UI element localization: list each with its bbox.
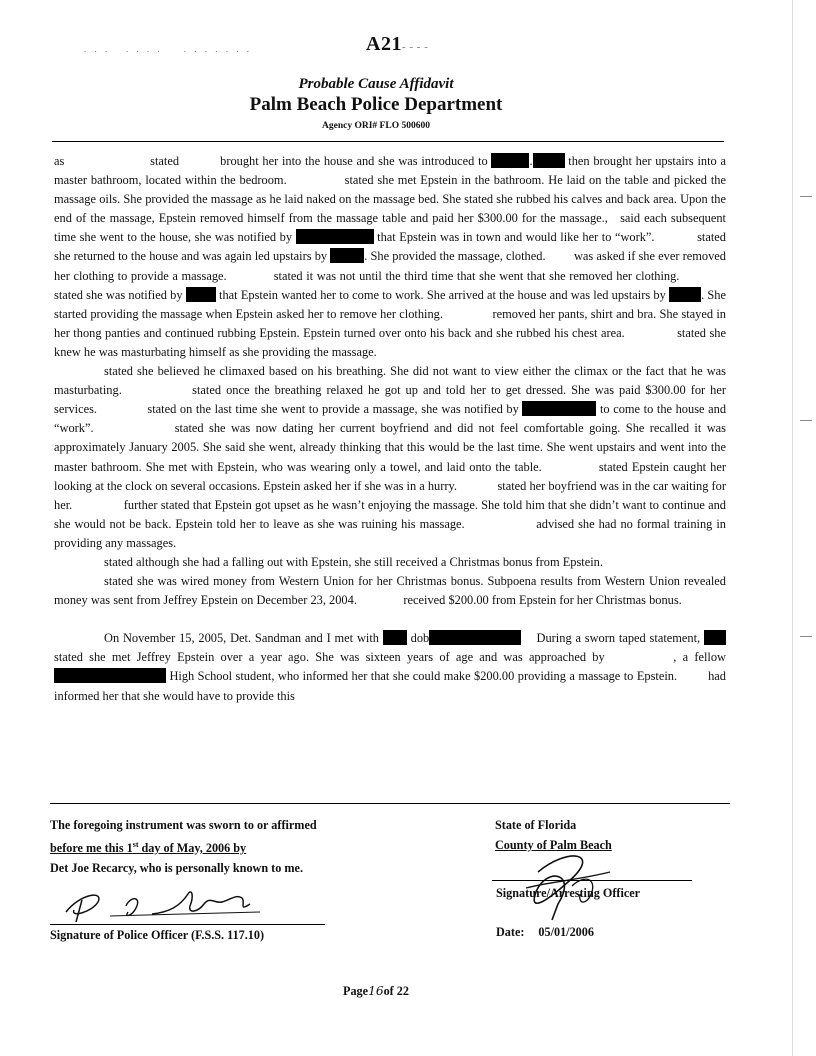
redaction-box [54, 668, 166, 683]
redaction-box [669, 287, 701, 302]
header-rule [52, 141, 724, 142]
redaction-box [296, 229, 374, 244]
paragraph: On November 15, 2005, Det. Sandman and I met with dob During a sworn taped statement, stated she met Jeffrey Epstein over a year ago. She was sixteen years of age and was approached by , a fellow High School student, who informed her that she could make $200.00 providing a massage to Epstein. had informed her that she would have to provide this [54, 631, 726, 703]
county-label: County of Palm Beach [495, 838, 612, 852]
state-label: State of Florida [495, 818, 577, 832]
redaction-box [704, 630, 726, 645]
paragraph: as stated brought her into the house and she was introduced to . then brought her upstairs into a master bathroom, located within the bedroom. stated she met Epstein in the bathroom. He laid on the table and picked the massage oils. She provided the massage as he laid naked on the massage bed. She stated she rubbed his calves and back area. Upon the end of the massage, Epstein removed himself from the massage table and paid her $300.00 for the massage., said each subsequent time she went to the house, she was notified by that Epstein was in town and would like her to “work”. stated she returned to the house and was again led upstairs by . She provided the massage, clothed. was asked if she ever removed her clothing to provide a massage. stated it was not until the third time that she went that she removed her clothing. stated she was notified by that Epstein wanted her to come to work. She arrived at the house and was led upstairs by . She started providing the massage when Epstein asked her to remove her clothing. removed her pants, shirt and bra. She stayed in her thong panties and continued rubbing Epstein. Epstein turned over onto his back and she rubbed his chest area. stated she knew he was masturbating himself as she providing the massage. [54, 154, 726, 359]
officer-signature-line [492, 880, 692, 881]
redaction-box [330, 248, 364, 263]
affidavit-body [54, 152, 726, 706]
police-signature-line [50, 924, 325, 925]
edge-mark [800, 196, 812, 197]
date-row: Date: 05/01/2006 [496, 925, 594, 939]
page-id: A21- - - - [366, 33, 429, 55]
date-value: 05/01/2006 [538, 925, 594, 939]
redaction-box [383, 630, 407, 645]
paragraph: stated she was wired money from Western Union for her Christmas bonus. Subpoena results from Western Union revealed money was sent from Jeffrey Epstein on December 23, 2004. received $200.00 from Epstein for her Christmas bonus. [54, 574, 726, 608]
officer-signature-image [508, 842, 628, 924]
redaction-box [429, 630, 521, 645]
notary-statement: The foregoing instrument was sworn to or affirmed before me this 1st day of May, 2006 by Det Joe Recarcy, who is personally known to me. [50, 818, 317, 876]
officer-signature-label: Signature/Arresting Officer [496, 886, 641, 900]
redaction-box [491, 153, 529, 168]
paragraph: stated although she had a falling out with Epstein, she still received a Christmas bonus from Epstein. [104, 554, 603, 569]
page-number: Page16of 22 [343, 984, 409, 998]
footer-rule [50, 803, 730, 804]
police-signature-image [60, 882, 270, 928]
scan-edge [792, 0, 793, 1056]
redaction-box [533, 153, 565, 168]
scan-noise: . . . . . . . . . . . . . . [84, 44, 252, 54]
edge-mark [800, 420, 812, 421]
department-title: Palm Beach Police Department [249, 94, 503, 115]
police-signature-label: Signature of Police Officer (F.S.S. 117.10) [50, 928, 265, 942]
handwritten-page-number: 16 [368, 984, 384, 998]
document-type: Probable Cause Affidavit [298, 76, 454, 92]
redaction-box [522, 401, 596, 416]
agency-line: Agency ORI# FLO 500600 [322, 121, 430, 131]
redaction-box [186, 287, 216, 302]
paragraph: stated she believed he climaxed based on his breathing. She did not want to view either the climax or the fact that he was masturbating. stated once the breathing relaxed he got up and told her to get dressed. She was paid $300.00 for her services. stated on the last time she went to provide a massage, she was notified by to come to the house and “work”. stated she was now dating her current boyfriend and did not feel comfortable going. She recalled it was approximately January 2005. She said she went, already thinking that this would be the last time. She went upstairs and went into the master bathroom. She met with Epstein, who was wearing only a towel, and laid onto the table. stated Epstein caught her looking at the clock on several occasions. Epstein asked her if she was in a hurry. stated her boyfriend was in the car waiting for her. further stated that Epstein got upset as he wasn’t enjoying the massage. She told him that she didn’t want to continue and she would not be back. Epstein told her to leave as she was ruining his massage. advised she had no formal training in providing any massages. [54, 364, 727, 550]
edge-mark [800, 636, 812, 637]
